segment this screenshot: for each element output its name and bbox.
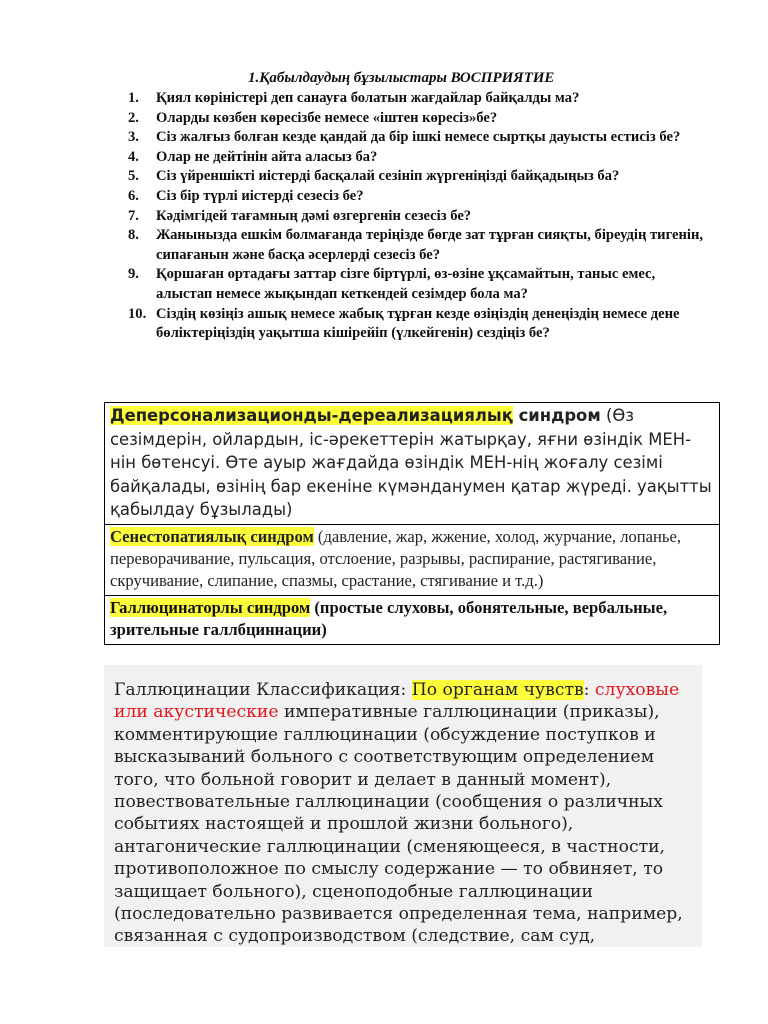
syndrome-title-depersonalization: Деперсонализационды-дереализациялық xyxy=(110,406,513,425)
question-number: 2. xyxy=(128,109,139,126)
syndrome-cell-senestopathic xyxy=(105,524,720,595)
question-item xyxy=(128,148,708,168)
question-number: 4. xyxy=(128,148,139,165)
classification-auditory: слуховые или акустические xyxy=(114,680,680,723)
classification-lead: Галлюцинации Классификация: xyxy=(114,680,412,700)
question-text: Оларды көзбен көресізбе немесе «іштен көресіз»бе? xyxy=(156,109,498,126)
question-number: 10. xyxy=(128,305,147,322)
question-text: Олар не дейтінін айта аласыз ба? xyxy=(156,148,378,165)
syndrome-desc-hallucinatory: (простые слуховы, обонятельные, вербальные, зрительные галлбциннации) xyxy=(110,597,668,640)
question-item xyxy=(128,226,708,265)
question-text: Сіз жалғыз болған кезде қандай да бір ішкі немесе сыртқы дауысты естисіз бе? xyxy=(156,129,681,146)
hallucination-classification xyxy=(104,665,702,947)
question-list xyxy=(128,89,708,344)
classification-body: императивные галлюцинации (приказы), комментирующие галлюцинации (обсуждение поступков и высказываний больного с соответствующим определением того, что больной говорит и делает в данный момент), повествовательные галлюцинации (сообщения о различных событиях настоящей и прошлой жизни больного), антагонические галлюцинации (сменяющееся, в частности, противоположное по смыслу содержание — то обвиняет, то защищает больного), сценоподобные галлюцинации (последовательно развивается определенная тема, например, связанная с судопроизводством (следствие, сам суд, xyxy=(114,702,683,947)
question-text: Кәдімгідей тағамның дәмі өзгергенін сезесіз бе? xyxy=(156,207,472,224)
question-number: 7. xyxy=(128,207,139,224)
syndrome-title-hallucinatory: Галлюцинаторлы синдром xyxy=(110,597,311,617)
question-number: 9. xyxy=(128,266,139,283)
question-item xyxy=(128,265,708,304)
classification-colon: : xyxy=(583,680,595,700)
question-item xyxy=(128,109,708,129)
syndrome-cell-depersonalization xyxy=(105,403,720,525)
question-text: Жанынызда ешкім болмағанда теріңізде бөгде зат тұрған сияқты, біреудің тигенін, сипағанын және басқа әсерлерді сезесіз бе? xyxy=(156,227,704,263)
question-text: Сіздің көзіңіз ашық немесе жабық тұрған кезде өзіңіздің денеңіздің немесе дене бөліктеріңіздің уақытша кішірейіп (үлкейгенін) сездіңіз бе? xyxy=(156,305,680,342)
syndrome-row-depersonalization xyxy=(105,403,720,525)
question-number: 1. xyxy=(128,90,139,106)
classification-by-senses: По органам чувств xyxy=(411,680,584,700)
question-number: 3. xyxy=(128,129,139,146)
syndrome-title-suffix: синдром xyxy=(512,406,601,425)
question-item xyxy=(128,89,708,109)
syndrome-desc-depersonalization: (Өз сезімдерін, ойлардын, іс-әрекеттерін жатырқау, яғни өзіндік МЕН-нін бөтенсуі. Өте ауыр жағдайда өзіндік МЕН-нің жоғалу сезімі байқалады, өзінің бар екеніне күмәнданумен қатар жүреді. уақытты қабылдау бұзылады) xyxy=(110,406,712,519)
section-heading: 1.Қабылдаудың бұзылыстары ВОСПРИЯТИЕ xyxy=(248,70,555,86)
syndrome-table xyxy=(104,402,720,645)
question-text: Қоршаған ортадағы заттар сізге біртүрлі, өз-өзіне ұқсамайтын, таныс емес, алыстап немесе жықындап кеткендей сезімдер бола ма? xyxy=(156,266,656,302)
syndrome-title-senestopathic: Сенестопатиялық синдром xyxy=(110,526,314,546)
question-text: Сіз үйреншікті иістерді басқалай сезініп жүргеніңізді байқадыңыз ба? xyxy=(156,168,620,185)
syndrome-row-senestopathic xyxy=(105,524,720,595)
question-number: 6. xyxy=(128,187,139,204)
question-item xyxy=(128,305,708,344)
question-number: 5. xyxy=(128,168,139,185)
question-item xyxy=(128,207,708,227)
question-item xyxy=(128,187,708,207)
question-item xyxy=(128,167,708,187)
question-number: 8. xyxy=(128,227,139,244)
question-text: Қиял көріністері деп санауға болатын жағдайлар байқалды ма? xyxy=(156,90,580,106)
question-item xyxy=(128,128,708,148)
question-text: Сіз бір түрлі иістерді сезесіз бе? xyxy=(156,187,364,204)
syndrome-desc-senestopathic: (давление, жар, жжение, холод, журчание, лопанье, переворачивание, пульсация, отслоение, разрывы, распирание, растягивание, скручивание, слипание, спазмы, срастание, стягивание и т.д.) xyxy=(110,526,681,591)
syndrome-cell-hallucinatory xyxy=(105,595,720,644)
syndrome-row-hallucinatory xyxy=(105,595,720,644)
